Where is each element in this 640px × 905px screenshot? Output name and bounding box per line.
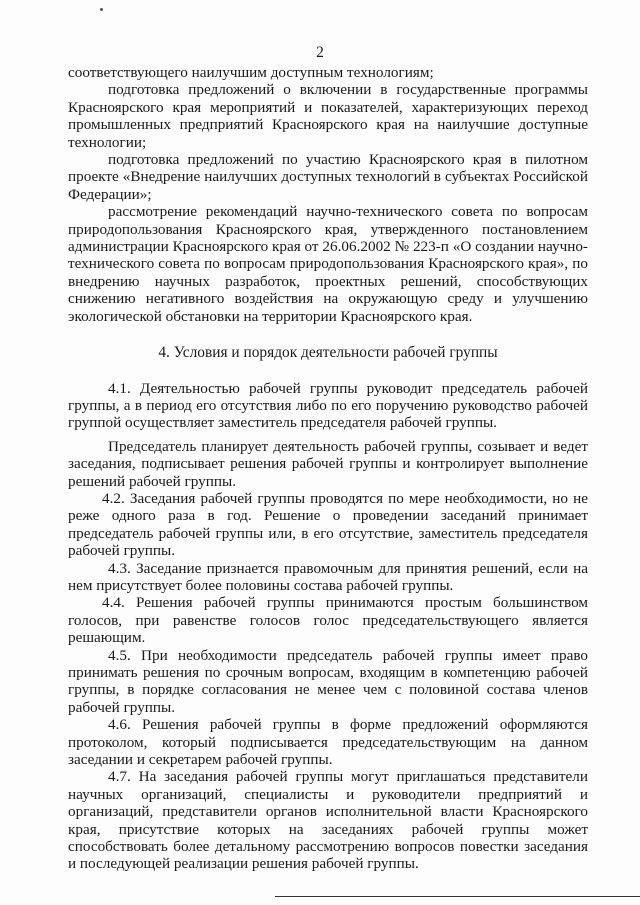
scan-edge-line [275, 896, 640, 897]
paragraph-4-7: 4.7. На заседания рабочей группы могут приглашаться представители научных организаций, специалисты и руководители предприятий и организаций, представители органов исполнительной власти Красноярского края, присутствие которых на заседаниях рабочей группы может способствовать более детальному рассмотрению вопросов повестки заседания и последующей реализации решения рабочей группы. [68, 768, 588, 873]
page-number: 2 [316, 44, 324, 61]
paragraph-4-2: 4.2. Заседания рабочей группы проводятся по мере необходимости, но не реже одного раза в год. Решение о проведении заседаний принимает председатель рабочей группы или, в его отсутствие, заместитель председателя рабочей группы. [68, 489, 588, 560]
paragraph-4-6: 4.6. Решения рабочей группы в форме предложений оформляются протоколом, который подписывается председательствующим на данном заседании и секретарем рабочей группы. [68, 716, 588, 769]
paragraph-continuation: соответствующего наилучшим доступным технологиям; [68, 64, 434, 81]
document-body [68, 64, 588, 873]
paragraph-4-4: 4.4. Решения рабочей группы принимаются простым большинством голосов, при равенстве голосов голос председательствующего является решающим. [68, 594, 588, 647]
paragraph-4-1: 4.1. Деятельностью рабочей группы руководит председатель рабочей группы, а в период его отсутствия либо по его поручению руководство рабочей группой осуществляет заместитель председателя рабочей группы. [68, 379, 588, 432]
paragraph-4-3: 4.3. Заседание признается правомочным для принятия решений, если на нем присутствует более половины состава рабочей группы. [68, 559, 588, 594]
paragraph-chairman-duties: Председатель планирует деятельность рабочей группы, созывает и ведет заседания, подписывает решения рабочей группы и контролирует выполнение решений рабочей группы. [68, 437, 588, 490]
paragraph-4-5: 4.5. При необходимости председатель рабочей группы имеет право принимать решения по срочным вопросам, входящим в компетенцию рабочей группы, в порядке согласования не менее чем с половиной состава членов рабочей группы. [68, 646, 588, 716]
paragraph-council-recommendations: рассмотрение рекомендаций научно-технического совета по вопросам природопользования Красноярского края, утвержденного постановлением администрации Красноярского края от 26.06.2002 № 223-п «О создании научно-технического совета по вопросам природопользования Красноярского края», по внедрению научных разработок, проектных решений, способствующих снижению негативного воздействия на окружающую среду и улучшению экологической обстановки на территории Красноярского края. [68, 203, 588, 325]
paragraph-programs: подготовка предложений о включении в государственные программы Красноярского края мероприятий и показателей, характеризующих переход промышленных предприятий Красноярского края на наилучшие доступные технологии; [68, 81, 588, 151]
section-heading: 4. Условия и порядок деятельности рабочей группы [158, 344, 498, 362]
paragraph-pilot-project: подготовка предложений по участию Красноярского края в пилотном проекте «Внедрение наилучших доступных технологий в субъектах Российской Федерации»; [68, 151, 588, 203]
scan-speck [100, 8, 103, 11]
